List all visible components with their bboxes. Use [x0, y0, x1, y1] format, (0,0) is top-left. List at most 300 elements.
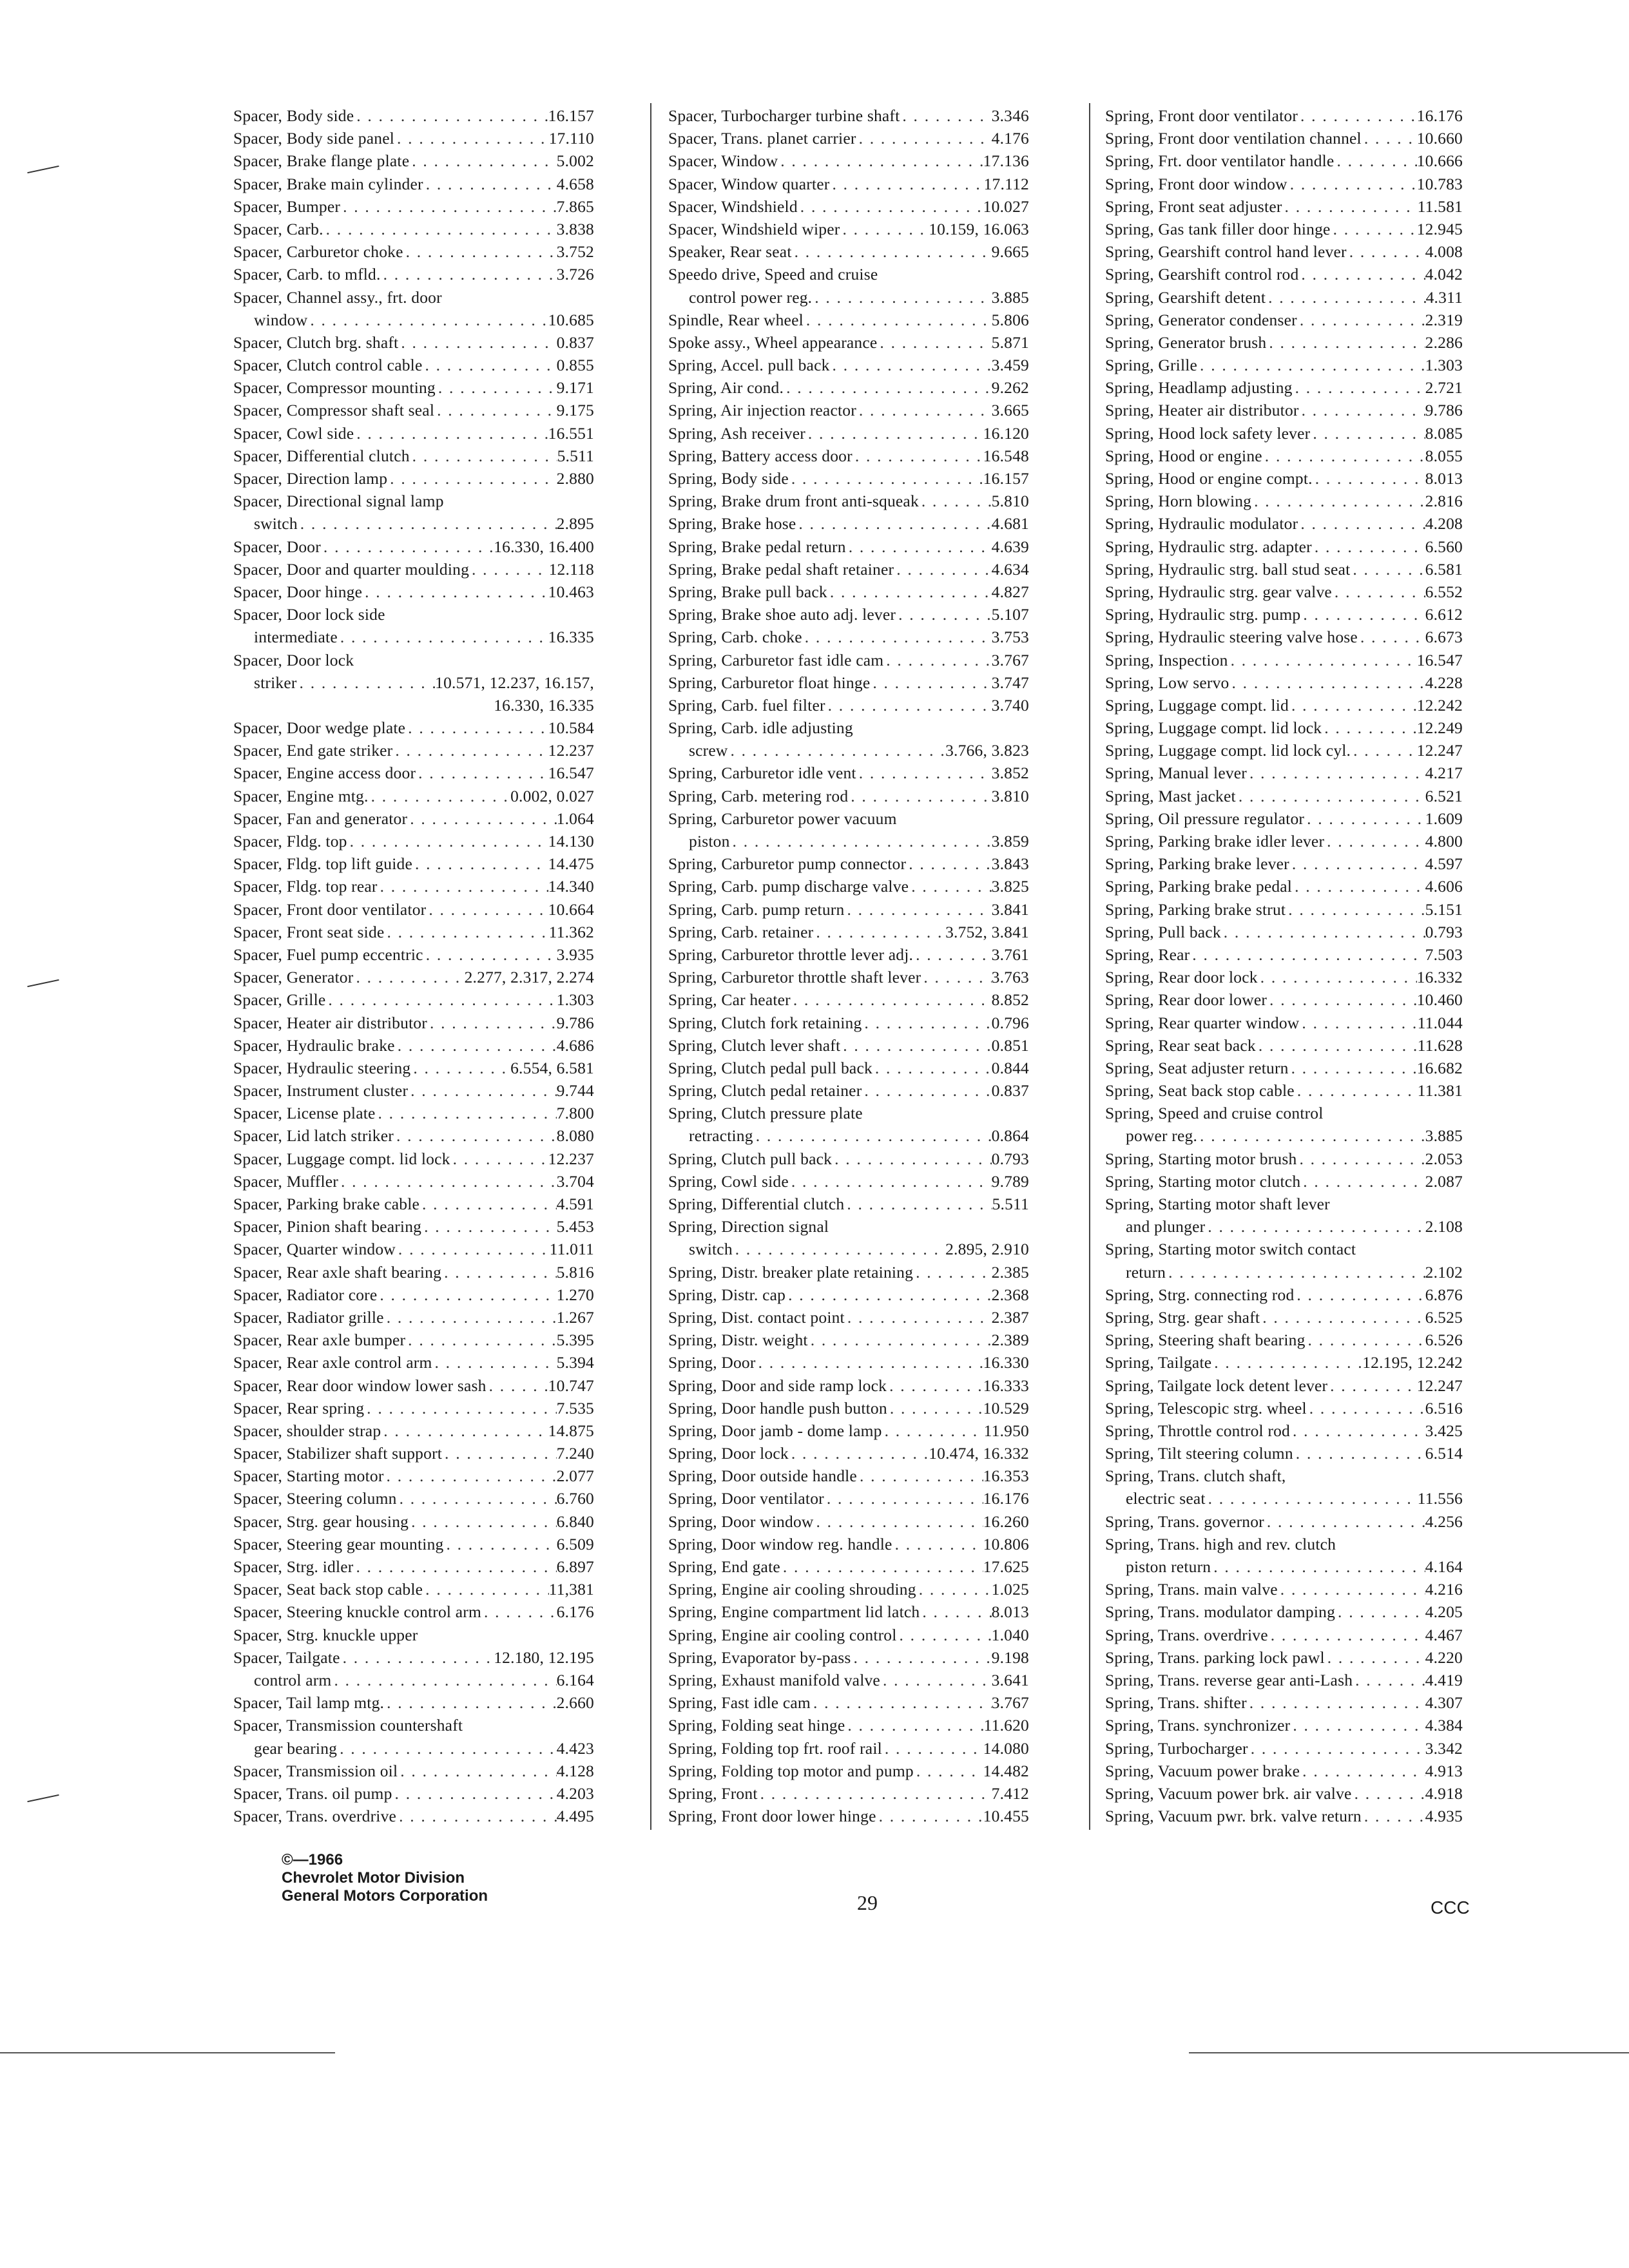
entry-label: Spring, Oil pressure regulator	[1105, 809, 1305, 828]
entry-line	[668, 512, 1029, 535]
entry-page-ref: 10.666	[1416, 151, 1463, 171]
entry-page-ref: 10.460	[1416, 990, 1463, 1010]
index-entry	[233, 1351, 594, 1374]
index-entry	[1105, 195, 1463, 218]
leader-dots	[427, 1012, 557, 1034]
entry-page-ref: 3.665	[991, 401, 1029, 420]
leader-dots	[369, 785, 511, 807]
entry-label: Spring, Dist. contact point	[668, 1307, 845, 1327]
entry-label: Spring, Mast jacket	[1105, 786, 1236, 805]
entry-label: Spring, Carb. pump return	[668, 899, 845, 919]
entry-page-ref: 3.841	[991, 899, 1029, 919]
leader-dots	[1205, 1215, 1425, 1238]
entry-label: Spring, Throttle control rod	[1105, 1421, 1291, 1440]
index-entry	[233, 852, 594, 875]
entry-line	[1105, 603, 1463, 626]
leader-dots	[856, 127, 992, 149]
entry-line	[1105, 649, 1463, 671]
leader-dots	[851, 1646, 992, 1669]
leader-dots	[1313, 467, 1425, 490]
index-entry	[668, 1261, 1029, 1283]
index-entry	[1105, 1329, 1463, 1351]
entry-page-ref: 9.198	[991, 1648, 1029, 1667]
index-entry	[1105, 830, 1463, 852]
entry-page-ref: 9.786	[1425, 401, 1463, 420]
entry-label: Spacer, Turbocharger turbine shaft	[668, 106, 900, 125]
entry-page-ref: 3.852	[991, 764, 1029, 783]
entry-line	[668, 671, 1029, 694]
leader-dots	[856, 762, 992, 784]
leader-dots	[1353, 1669, 1425, 1691]
leader-dots	[829, 173, 983, 195]
index-entry	[233, 331, 594, 354]
entry-label: Spring, Hydraulic strg. ball stud seat	[1105, 559, 1351, 579]
leader-dots	[1325, 1646, 1425, 1669]
entry-line	[1105, 127, 1463, 149]
index-entry	[668, 1578, 1029, 1600]
entry-page-ref: 5.395	[556, 1331, 594, 1350]
entry-label: Spring, Door window reg. handle	[668, 1534, 892, 1553]
entry-page-ref: 3.704	[556, 1171, 594, 1191]
entry-label: Spring, Parking brake strut	[1105, 899, 1286, 919]
index-entry	[668, 1805, 1029, 1827]
index-entry	[233, 1034, 594, 1057]
entry-label: Spring, Car heater	[668, 990, 791, 1010]
entry-line	[233, 1714, 594, 1736]
entry-label: Spring, Vacuum power brk. air valve	[1105, 1783, 1352, 1803]
entry-page-ref: 6.673	[1425, 628, 1463, 647]
leader-dots	[845, 1714, 983, 1736]
entry-page-ref: 4.164	[1425, 1557, 1463, 1576]
leader-dots	[887, 1397, 983, 1419]
entry-page-ref: 6.897	[556, 1557, 594, 1576]
entry-page-ref: 11.362	[548, 922, 594, 941]
entry-line	[233, 1215, 594, 1238]
index-entry	[1105, 1624, 1463, 1646]
entry-label: Spacer, Door lock side	[233, 605, 385, 624]
entry-label: Spacer, Heater air distributor	[233, 1013, 427, 1032]
entry-page-ref: 12.249	[1416, 718, 1463, 738]
index-entry	[668, 762, 1029, 784]
leader-dots	[487, 1374, 548, 1397]
leader-dots	[1264, 1510, 1425, 1533]
entry-line	[1105, 898, 1463, 921]
index-entry	[1105, 376, 1463, 399]
leader-dots	[1260, 1306, 1425, 1329]
entry-line	[668, 1691, 1029, 1714]
entry-page-ref: 4.176	[991, 129, 1029, 148]
entry-label: Spacer, Fuel pump eccentric	[233, 945, 423, 964]
entry-label: Spring, Carb. retainer	[668, 922, 814, 941]
index-entry	[668, 1012, 1029, 1034]
leader-dots	[1297, 309, 1425, 331]
index-entry	[668, 1624, 1029, 1646]
entry-line	[1105, 921, 1463, 943]
entry-label: Speaker, Rear seat	[668, 242, 792, 262]
entry-line	[668, 1306, 1029, 1329]
entry-page-ref: 2.816	[1425, 492, 1463, 511]
leader-dots	[354, 104, 548, 127]
entry-line	[233, 875, 594, 898]
entry-label: Spacer, Generator	[233, 968, 354, 987]
entry-label: intermediate	[254, 628, 338, 647]
leader-dots	[894, 558, 991, 581]
entry-line	[233, 1578, 594, 1600]
entry-line	[668, 988, 1029, 1011]
entry-label: Spacer, Hydraulic steering	[233, 1058, 411, 1077]
entry-page-ref: 14.475	[548, 854, 594, 874]
leader-dots	[1289, 852, 1425, 875]
entry-line	[668, 1057, 1029, 1079]
entry-line	[668, 762, 1029, 784]
entry-page-ref: 11.556	[1417, 1489, 1463, 1508]
leader-dots	[384, 1691, 557, 1714]
entry-label: Spring, Direction signal	[668, 1217, 829, 1236]
entry-label: Spring, Brake pedal shaft retainer	[668, 559, 894, 579]
leader-dots	[394, 1124, 557, 1147]
entry-label: Spring, Door jamb - dome lamp	[668, 1421, 882, 1440]
document-code: CCC	[1431, 1898, 1470, 1917]
index-entry	[233, 1691, 594, 1714]
leader-dots	[396, 1238, 550, 1260]
entry-label: Spring, Trans. governor	[1105, 1512, 1264, 1531]
entry-page-ref: 16.176	[983, 1489, 1029, 1508]
entry-page-ref: 4.217	[1425, 764, 1463, 783]
entry-label: Spacer, Steering gear mounting	[233, 1534, 444, 1553]
entry-line	[1105, 875, 1463, 898]
entry-page-ref: 10.571, 12.237, 16.157,	[435, 673, 594, 692]
index-entry	[1105, 1533, 1463, 1578]
leader-dots	[1256, 1034, 1418, 1057]
entry-line	[1105, 1306, 1463, 1329]
entry-page-ref: 0.002, 0.027	[510, 786, 594, 805]
entry-page-ref: 4.203	[556, 1783, 594, 1803]
index-entry	[233, 1442, 594, 1465]
entry-label: Spring, Exhaust manifold valve	[668, 1670, 880, 1689]
index-entry	[233, 1782, 594, 1805]
entry-label: Spacer, Transmission oil	[233, 1761, 398, 1780]
entry-line	[668, 1419, 1029, 1442]
entry-label: Spring, Engine compartment lid latch	[668, 1602, 920, 1622]
index-entry	[668, 490, 1029, 512]
leader-dots	[730, 830, 992, 852]
entry-page-ref: 2.389	[991, 1331, 1029, 1350]
entry-page-ref: 6.840	[556, 1512, 594, 1531]
entry-label: Spring, Trans. main valve	[1105, 1580, 1278, 1599]
index-entry	[233, 1578, 594, 1600]
entry-line	[668, 331, 1029, 354]
entry-label: Spring, Rear seat back	[1105, 1035, 1256, 1055]
leader-dots	[378, 875, 548, 898]
entry-page-ref: 5.511	[992, 1195, 1029, 1213]
index-entry	[668, 988, 1029, 1011]
entry-label: Spacer, Direction lamp	[233, 469, 388, 488]
leader-dots	[1358, 626, 1425, 648]
entry-page-ref: 5.810	[991, 492, 1029, 511]
entry-page-ref: 4.256	[1425, 1512, 1463, 1531]
index-entry	[668, 354, 1029, 376]
entry-line	[1105, 1578, 1463, 1600]
scan-line	[0, 2052, 335, 2053]
entry-line	[668, 1193, 1029, 1215]
entry-label: switch	[254, 514, 298, 533]
entry-label: Spring, Engine air cooling control	[668, 1625, 897, 1644]
entry-page-ref: 1.303	[1425, 356, 1463, 375]
entry-line	[668, 1442, 1029, 1465]
index-entry	[233, 921, 594, 943]
entry-label: Spring, Grille	[1105, 356, 1198, 375]
entry-line	[233, 535, 594, 558]
entry-line	[1105, 1329, 1463, 1351]
leader-dots	[410, 445, 557, 467]
index-entry	[1105, 739, 1463, 762]
entry-page-ref: 3.766, 3.823	[945, 741, 1029, 760]
entry-label: Spoke assy., Wheel appearance	[668, 332, 878, 352]
leader-dots	[758, 1782, 992, 1805]
entry-label: window	[254, 310, 308, 329]
index-entry	[233, 1124, 594, 1147]
entry-page-ref: 4.686	[556, 1035, 594, 1055]
leader-dots	[802, 626, 992, 648]
entry-line	[1105, 1555, 1463, 1578]
entry-label: Spring, Strg. gear shaft	[1105, 1307, 1260, 1327]
entry-line	[1105, 149, 1463, 172]
entry-page-ref: 3.747	[991, 673, 1029, 692]
index-entry	[1105, 127, 1463, 149]
margin-mark	[27, 1794, 59, 1802]
entry-label: Spacer, Fan and generator	[233, 809, 408, 828]
entry-label: Spacer, shoulder strap	[233, 1421, 381, 1440]
entry-label: Spring, End gate	[668, 1557, 780, 1576]
entry-page-ref: 3.752, 3.841	[945, 922, 1029, 941]
index-entry	[668, 535, 1029, 558]
entry-page-ref: 12.180, 12.195	[494, 1648, 594, 1667]
leader-dots	[909, 875, 991, 898]
entry-label: Spring, Front	[668, 1783, 758, 1803]
entry-label: Spring, Seat back stop cable	[1105, 1081, 1295, 1100]
entry-label: Spring, Parking brake lever	[1105, 854, 1289, 874]
entry-line	[233, 1193, 594, 1215]
entry-label: and plunger	[1126, 1217, 1206, 1236]
leader-dots	[1229, 671, 1425, 694]
index-entry	[668, 671, 1029, 694]
entry-label: Spring, Low servo	[1105, 673, 1229, 692]
entry-label: Spring, Door outside handle	[668, 1466, 857, 1486]
index-entry	[668, 626, 1029, 648]
entry-page-ref: 7.865	[556, 197, 594, 216]
entry-page-ref: 0.793	[991, 1149, 1029, 1168]
entry-label: Spring, Starting motor shaft lever	[1105, 1195, 1330, 1213]
entry-line	[668, 445, 1029, 467]
entry-line	[668, 195, 1029, 218]
entry-page-ref: 7.535	[556, 1398, 594, 1418]
index-entry	[1105, 1170, 1463, 1193]
index-entry	[1105, 1805, 1463, 1827]
index-entry	[233, 1646, 594, 1669]
entry-line	[668, 309, 1029, 331]
entry-label: Spring, Trans. parking lock pawl	[1105, 1648, 1325, 1667]
entry-label: Spacer, Rear axle control arm	[233, 1353, 432, 1372]
index-entry	[1105, 1442, 1463, 1465]
leader-dots	[789, 1170, 992, 1193]
entry-line	[1105, 762, 1463, 784]
entry-page-ref: 16.548	[983, 446, 1029, 465]
entry-line	[233, 921, 594, 943]
entry-label: Spring, Carburetor throttle lever adj.	[668, 945, 914, 964]
entry-label: Spacer, Carb.	[233, 219, 323, 238]
index-entry	[1105, 512, 1463, 535]
leader-dots	[1247, 1691, 1425, 1714]
entry-page-ref: 0.796	[991, 1013, 1029, 1032]
leader-dots	[1300, 603, 1425, 626]
entry-line	[668, 1578, 1029, 1600]
index-entry	[668, 1646, 1029, 1669]
entry-page-ref: 10.455	[983, 1807, 1029, 1826]
leader-dots	[832, 1148, 992, 1170]
entry-label: Spacer, Steering knuckle control arm	[233, 1602, 482, 1622]
entry-page-ref: 3.838	[556, 219, 594, 238]
entry-line	[233, 286, 594, 309]
leader-dots	[297, 671, 436, 694]
entry-page-ref: 0.855	[556, 356, 594, 375]
index-entry	[668, 127, 1029, 149]
entry-page-ref: 3.935	[556, 945, 594, 964]
entry-label: Spacer, Brake main cylinder	[233, 174, 423, 193]
entry-line	[668, 1351, 1029, 1374]
leader-dots	[412, 852, 548, 875]
entry-page-ref: 4.591	[556, 1195, 594, 1213]
entry-line	[1105, 240, 1463, 263]
entry-line	[668, 716, 1029, 739]
leader-dots	[814, 1510, 983, 1533]
entry-label: electric seat	[1126, 1489, 1206, 1508]
entry-line	[233, 1306, 594, 1329]
leader-dots	[876, 1805, 983, 1827]
entry-page-ref: 3.740	[991, 695, 1029, 715]
index-entry	[668, 1669, 1029, 1691]
index-entry	[668, 1034, 1029, 1057]
copyright-block	[282, 1851, 488, 1905]
entry-line	[1105, 195, 1463, 218]
entry-page-ref: 4.128	[556, 1761, 594, 1780]
leader-dots	[913, 943, 992, 966]
index-entry	[233, 1215, 594, 1238]
entry-line	[233, 445, 594, 467]
entry-page-ref: 3.843	[991, 854, 1029, 874]
entry-page-ref: 3.763	[991, 968, 1029, 987]
index-entry	[668, 1442, 1029, 1465]
entry-page-ref: 3.767	[991, 650, 1029, 669]
entry-label: Spring, Rear quarter window	[1105, 1013, 1300, 1032]
leader-dots	[882, 1737, 983, 1760]
entry-page-ref: 8.852	[991, 990, 1029, 1010]
entry-page-ref: 6.612	[1425, 605, 1463, 624]
leader-dots	[331, 1669, 556, 1691]
entry-label: Spacer, Carb. to mfld.	[233, 265, 381, 284]
leader-dots	[920, 1600, 991, 1623]
entry-line	[1105, 1215, 1463, 1238]
index-entry	[233, 104, 594, 127]
entry-line	[1105, 1034, 1463, 1057]
entry-page-ref: 0.844	[991, 1058, 1029, 1077]
entry-label: Spacer, Lid latch striker	[233, 1126, 394, 1146]
entry-line	[668, 490, 1029, 512]
entry-page-ref: 17.112	[983, 174, 1029, 193]
margin-mark	[27, 979, 59, 987]
entry-line	[233, 1760, 594, 1782]
entry-line	[233, 512, 594, 535]
index-entry	[233, 376, 594, 399]
leader-dots	[1251, 490, 1425, 512]
entry-page-ref: 11.950	[983, 1421, 1029, 1440]
entry-label: Spring, Carb. pump discharge valve	[668, 877, 909, 896]
index-entry	[668, 309, 1029, 331]
leader-dots	[423, 943, 557, 966]
entry-label: Spring, Trans. clutch shaft,	[1105, 1466, 1286, 1486]
index-entry	[668, 1533, 1029, 1555]
copyright-line: ©—1966	[282, 1851, 343, 1869]
index-entry	[233, 1102, 594, 1124]
entry-page-ref: 14.340	[548, 877, 594, 896]
entry-line	[233, 558, 594, 581]
index-entry	[1105, 716, 1463, 739]
entry-label: Spring, Turbocharger	[1105, 1738, 1248, 1758]
leader-dots	[913, 1261, 992, 1283]
index-entry	[233, 649, 594, 717]
entry-line	[668, 943, 1029, 966]
leader-dots	[405, 716, 548, 739]
entry-line	[668, 376, 1029, 399]
leader-dots	[1298, 104, 1417, 127]
margin-mark	[27, 166, 59, 173]
entry-page-ref: 16.682	[1416, 1058, 1463, 1077]
entry-page-ref: 12.247	[1416, 1376, 1463, 1395]
index-entry	[668, 1148, 1029, 1170]
entry-page-ref: 2.895	[556, 514, 594, 533]
entry-line	[668, 1079, 1029, 1102]
entry-label: Spacer, Trans. planet carrier	[668, 129, 856, 148]
entry-page-ref: 16.547	[548, 764, 594, 783]
index-entry	[1105, 1782, 1463, 1805]
index-entry	[233, 1760, 594, 1782]
entry-page-ref: 7.240	[556, 1444, 594, 1463]
leader-dots	[432, 1351, 557, 1374]
entry-line	[233, 1419, 594, 1442]
entry-page-ref: 11.381	[1417, 1081, 1463, 1100]
entry-label: Spring, Steering shaft bearing	[1105, 1331, 1306, 1350]
entry-line	[233, 1510, 594, 1533]
leader-dots	[408, 1079, 556, 1102]
entry-page-ref: 1.609	[1425, 809, 1463, 828]
leader-dots	[844, 898, 991, 921]
entry-page-ref: 2.368	[991, 1285, 1029, 1304]
entry-page-ref: 2.087	[1425, 1171, 1463, 1191]
entry-page-ref: 4.220	[1425, 1648, 1463, 1667]
entry-label: Spring, Distr. cap	[668, 1285, 786, 1304]
entry-page-ref: 1.025	[991, 1580, 1029, 1599]
entry-label: Spacer, Fldg. top rear	[233, 877, 378, 896]
entry-label: Spacer, Door hinge	[233, 582, 363, 601]
entry-page-ref: 12.237	[548, 741, 594, 760]
index-entry	[1105, 309, 1463, 331]
index-entry	[668, 1555, 1029, 1578]
entry-line	[1105, 512, 1463, 535]
index-entry	[1105, 1691, 1463, 1714]
entry-page-ref: 4.681	[991, 514, 1029, 533]
leader-dots	[421, 1215, 557, 1238]
index-entry	[668, 1102, 1029, 1147]
entry-label: Spacer, Fldg. top	[233, 832, 347, 850]
